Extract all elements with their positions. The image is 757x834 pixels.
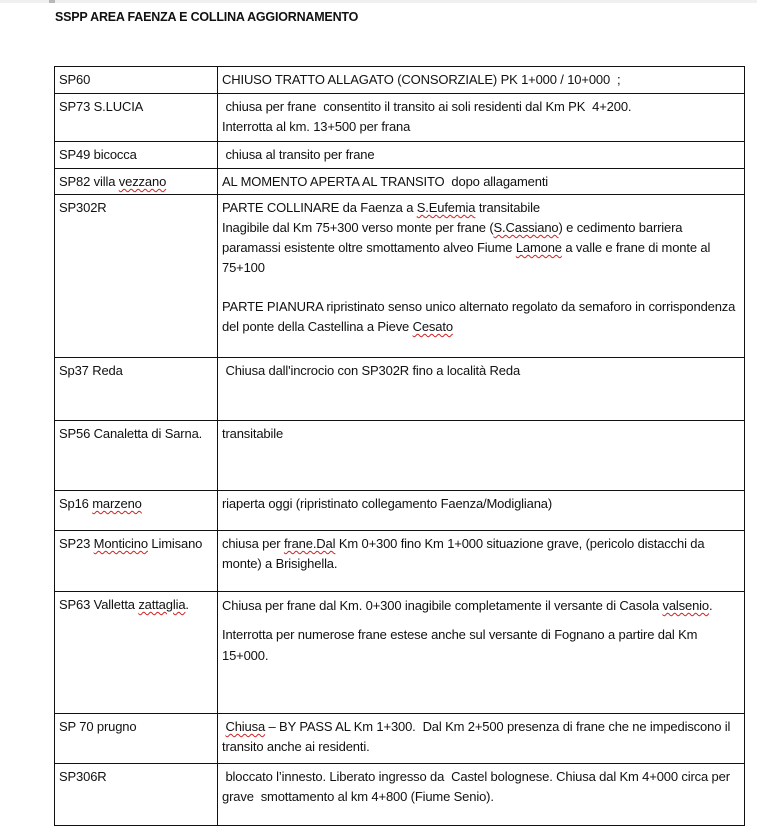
table-row	[55, 491, 745, 531]
table-row	[55, 94, 745, 142]
status-text: CHIUSO TRATTO ALLAGATO (CONSORZIALE) PK 1+000 / 10+000 ;	[222, 72, 621, 87]
status-fragment: ) e cedimento barriera paramassi esistente oltre smottamento alveo Fiume	[222, 220, 683, 255]
road-status-cell	[218, 94, 745, 142]
road-status-cell	[218, 169, 745, 195]
road-status-cell	[218, 714, 745, 764]
status-fragment: Chiusa per frane dal Km. 0+300 inagibile completamente il versante di Casola	[222, 598, 663, 613]
status-text	[222, 198, 740, 218]
table-row	[55, 142, 745, 169]
road-status-cell	[218, 421, 745, 491]
table-row	[55, 714, 745, 764]
status-text: Interrotta al km. 13+500 per frana	[222, 119, 411, 134]
table-row	[55, 67, 745, 94]
road-status-cell	[218, 592, 745, 714]
table-row	[55, 421, 745, 491]
table-row	[55, 531, 745, 592]
spellcheck-flagged-word[interactable]: Chiusa	[225, 719, 266, 734]
status-fragment: chiusa per	[222, 536, 284, 551]
status-text: chiusa al transito per frane	[222, 147, 375, 162]
road-name-cell: SP302R	[55, 195, 218, 358]
status-fragment: PARTE PIANURA ripristinato senso unico alternato regolato da semaforo in corrispondenza del ponte della Castellina a Pieve	[222, 299, 736, 334]
road-name-cell: SP56 Canaletta di Sarna.	[55, 421, 218, 491]
road-name-cell: SP 70 prugno	[55, 714, 218, 764]
road-name-text: SP82 villa	[59, 174, 119, 189]
status-text: Interrotta per numerose frane estese anche sul versante di Fognano a partire dal Km 15+000.	[222, 627, 698, 663]
spellcheck-flagged-word[interactable]: Lamone	[515, 240, 562, 255]
road-name-cell	[55, 531, 218, 592]
road-name-text: .	[185, 597, 189, 612]
spellcheck-flagged-word[interactable]: Cesato	[412, 319, 453, 334]
spellcheck-flagged-word[interactable]: valsenio	[662, 598, 709, 613]
road-name-cell: SP73 S.LUCIA	[55, 94, 218, 142]
road-name-cell	[55, 592, 218, 714]
table-row	[55, 195, 745, 358]
status-fragment: .	[708, 598, 713, 613]
status-text: AL MOMENTO APERTA AL TRANSITO dopo allagamenti	[222, 174, 549, 189]
status-text	[222, 595, 740, 616]
spellcheck-flagged-word[interactable]: zattaglia	[138, 597, 186, 612]
road-name-cell: SP306R	[55, 764, 218, 826]
scroll-marker	[49, 0, 55, 3]
paragraph-spacer	[222, 616, 740, 624]
road-name-text: Sp16	[59, 496, 93, 511]
spellcheck-flagged-word[interactable]: marzeno	[92, 496, 142, 511]
table-row	[55, 169, 745, 195]
status-fragment: Inagibile dal Km 75+300 verso monte per frane (	[222, 220, 494, 235]
status-text: chiusa per frane consentito il transito ai soli residenti dal Km PK 4+200.	[222, 99, 632, 114]
spellcheck-flagged-word[interactable]: frane.Dal	[283, 536, 336, 551]
status-fragment: Km 0+300 fino Km 1+000 situazione grave, (pericolo distacchi da monte) a Brisighella.	[222, 536, 705, 571]
road-name-text: Limisano	[147, 536, 203, 551]
road-status-cell	[218, 358, 745, 421]
road-status-cell	[218, 142, 745, 169]
spellcheck-flagged-word[interactable]: vezzano	[118, 174, 167, 189]
status-text: bloccato l’innesto. Liberato ingresso da Castel bolognese. Chiusa dal Km 4+000 circa per grave smottamento al km 4+800 (Fiume Senio).	[222, 769, 734, 804]
road-status-cell	[218, 67, 745, 94]
paragraph-spacer	[222, 278, 740, 297]
road-name-cell	[55, 491, 218, 531]
road-status-cell	[218, 491, 745, 531]
road-status-cell	[218, 764, 745, 826]
status-fragment: a valle e frane di monte al 75+100	[222, 240, 711, 275]
window-top-edge	[0, 0, 757, 3]
status-text: transitabile	[222, 426, 284, 441]
spellcheck-flagged-word[interactable]: S.Eufemia	[416, 200, 476, 215]
document-title: SSPP AREA FAENZA E COLLINA AGGIORNAMENTO	[55, 10, 359, 24]
road-name-text: SP63 Valletta	[59, 597, 139, 612]
status-fragment: transitabile	[475, 200, 540, 215]
status-fragment: PARTE COLLINARE da Faenza a	[222, 200, 417, 215]
status-text	[222, 534, 740, 574]
table-row	[55, 592, 745, 714]
road-status-cell	[218, 531, 745, 592]
table-row	[55, 358, 745, 421]
road-name-cell	[55, 169, 218, 195]
status-text: Chiusa dall'incrocio con SP302R fino a località Reda	[222, 363, 521, 378]
status-text	[222, 717, 740, 757]
road-name-cell: Sp37 Reda	[55, 358, 218, 421]
road-name-cell: SP60	[55, 67, 218, 94]
spellcheck-flagged-word[interactable]: S.Cassiano	[493, 220, 559, 235]
road-status-cell	[218, 195, 745, 358]
status-text	[222, 218, 740, 278]
spellcheck-flagged-word[interactable]: Monticino	[93, 536, 148, 551]
road-name-cell: SP49 bicocca	[55, 142, 218, 169]
table-row	[55, 764, 745, 826]
status-text	[222, 297, 740, 337]
status-fragment: – BY PASS AL Km 1+300. Dal Km 2+500 presenza di frane che ne impediscono il transito anche ai residenti.	[222, 719, 734, 754]
road-status-table	[54, 66, 745, 826]
status-text: riaperta oggi (ripristinato collegamento Faenza/Modigliana)	[222, 496, 553, 511]
road-name-text: SP23	[59, 536, 94, 551]
